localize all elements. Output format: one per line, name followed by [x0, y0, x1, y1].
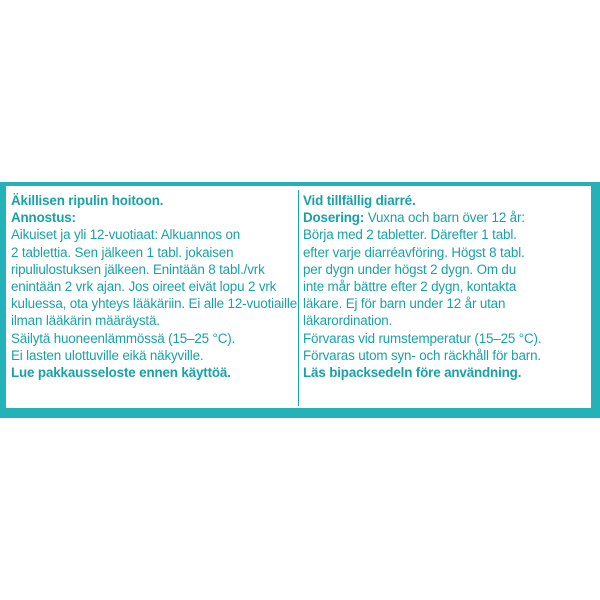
swedish-leaflet-notice: Läs bipacksedeln före användning. [303, 365, 522, 381]
finnish-leaflet-notice: Lue pakkausseloste ennen käyttöä. [11, 365, 231, 381]
column-divider [298, 190, 299, 406]
swedish-dosage-line: läkare. Ej för barn under 12 år utan [303, 296, 506, 312]
swedish-column [303, 192, 588, 381]
swedish-dosage-line: inte mår bättre efter 2 dygn, kontakta [303, 279, 517, 295]
finnish-dosage-line: kuluessa, ota yhteys lääkäriin. Ei alle 12-vuotiaille [11, 296, 298, 312]
finnish-dosage-line: ilman lääkärin määräystä. [11, 313, 160, 329]
finnish-dosage-line: enintään 2 vrk ajan. Jos oireet eivät lopu 2 vrk [11, 279, 277, 295]
swedish-title: Vid tillfällig diarré. [303, 193, 416, 208]
swedish-children-warning: Förvaras utom syn- och räckhåll för barn. [303, 347, 541, 363]
finnish-dosage-line: 2 tablettia. Sen jälkeen 1 tabl. jokaisen [11, 244, 234, 260]
swedish-dosage-line: Börja med 2 tabletter. Därefter 1 tabl. [303, 227, 517, 243]
finnish-dosage-heading: Annostus: [11, 210, 76, 226]
swedish-storage: Förvaras vid rumstemperatur (15–25 °C). [303, 330, 542, 346]
swedish-dosage-first-text: Vuxna och barn över 12 år: [364, 210, 525, 226]
swedish-dosage-line: per dygn under högst 2 dygn. Om du [303, 261, 517, 277]
finnish-title: Äkillisen ripulin hoitoon. [11, 193, 164, 208]
finnish-storage: Säilytä huoneenlämmössä (15–25 °C). [11, 330, 236, 346]
swedish-dosage-line: efter varje diarréavföring. Högst 8 tabl. [303, 244, 525, 260]
swedish-dosage-line: läkarordination. [303, 313, 393, 329]
swedish-dosage-heading: Dosering: [303, 210, 365, 226]
finnish-dosage-line: Aikuiset ja yli 12-vuotiaat: Alkuannos on [11, 227, 241, 243]
finnish-column [11, 192, 298, 381]
swedish-dosage-first-line [303, 209, 588, 226]
finnish-dosage-line: ripuliulostuksen jälkeen. Enintään 8 tabl./vrk [11, 261, 265, 277]
finnish-children-warning: Ei lasten ulottuville eikä näkyville. [11, 347, 204, 363]
